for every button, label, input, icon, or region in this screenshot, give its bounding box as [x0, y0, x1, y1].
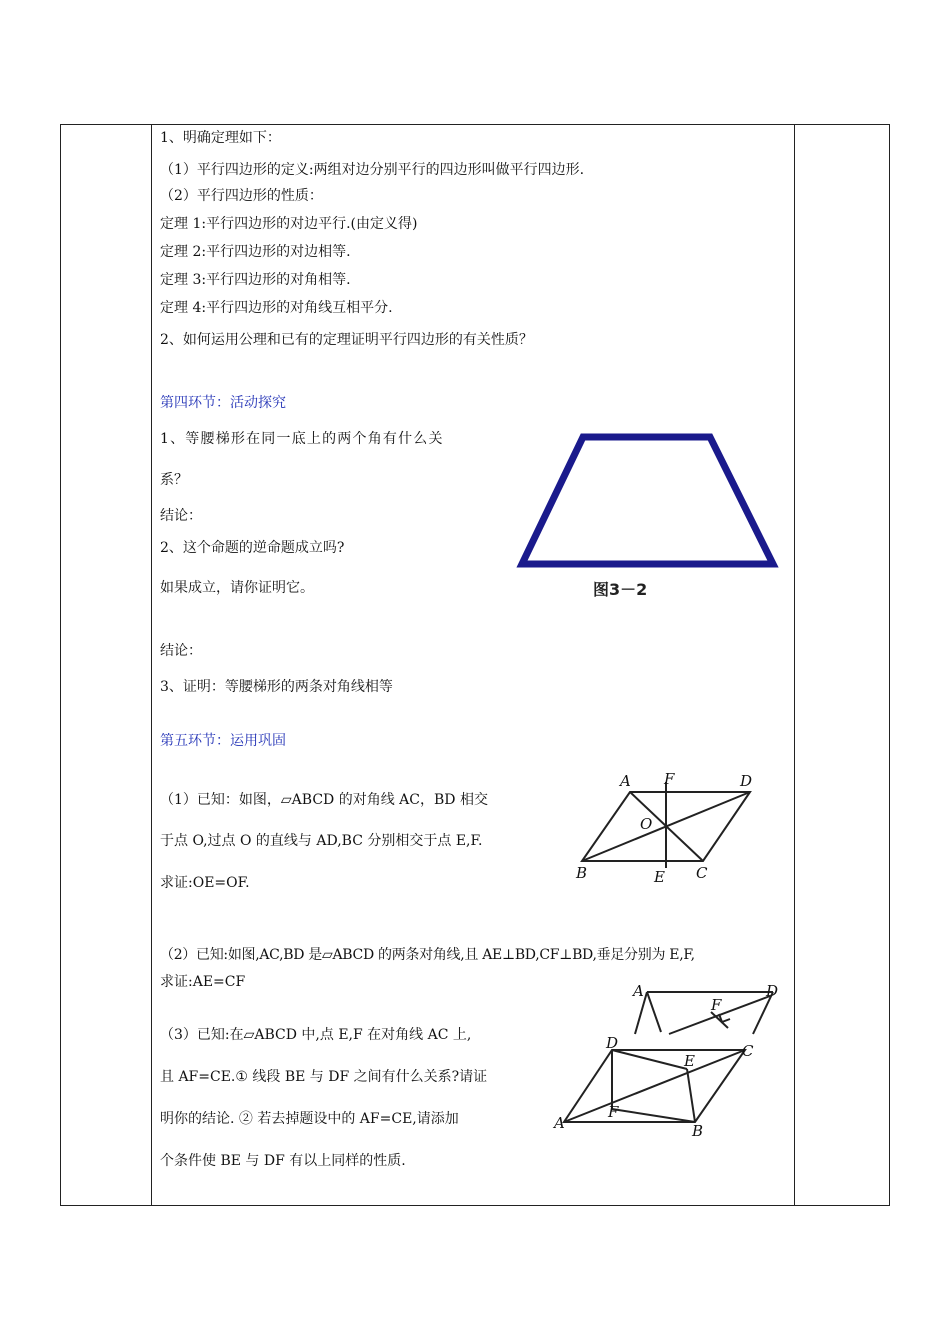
text-line: 结论： [160, 643, 202, 659]
column-divider-right [794, 124, 795, 1206]
label-E: E [684, 1052, 695, 1070]
label-F: F [608, 1103, 619, 1121]
text-line: 于点 O,过点 O 的直线与 AD,BC 分别相交于点 E,F. [160, 833, 483, 849]
text-line: 系？ [160, 472, 188, 488]
text-line: 定理 2:平行四边形的对边相等. [160, 244, 351, 260]
text-line: 定理 4:平行四边形的对角线互相平分. [160, 300, 393, 316]
text-line: 2、如何运用公理和已有的定理证明平行四边形的有关性质？ [160, 332, 533, 348]
parallelogram-figure-1 [570, 768, 770, 888]
label-C: C [696, 864, 708, 882]
column-divider-left [151, 124, 152, 1206]
parallelogram-figure-3 [550, 1034, 770, 1144]
text-line: 且 AF=CE.① 线段 BE 与 DF 之间有什么关系?请证 [160, 1069, 488, 1085]
figure-caption: 图3－2 [593, 580, 648, 599]
text-line: （1）已知：如图，▱ABCD 的对角线 AC，BD 相交 [160, 792, 488, 808]
text-line: （2）平行四边形的性质： [160, 188, 323, 204]
label-B: B [692, 1122, 704, 1140]
label-D: D [606, 1034, 619, 1052]
parallelogram-figure-2 [625, 978, 795, 1038]
text-line: 定理 1:平行四边形的对边平行.(由定义得) [160, 216, 418, 232]
label-E: E [654, 868, 665, 886]
text-line: 1、明确定理如下： [160, 130, 281, 146]
section-heading: 第四环节：活动探究 [160, 395, 286, 411]
text-line: 1、等腰梯形在同一底上的两个角有什么关 [160, 431, 444, 447]
isosceles-trapezoid [522, 437, 773, 564]
text-line: 求证:OE=OF. [160, 875, 250, 891]
text-line: 明你的结论. ② 若去掉题设中的 AF=CE,请添加 [160, 1111, 459, 1127]
text-line: 求证:AE=CF [160, 974, 246, 990]
label-C: C [742, 1042, 754, 1060]
text-line: 结论： [160, 508, 202, 524]
text-line: 定理 3:平行四边形的对角相等. [160, 272, 351, 288]
label-F: F [711, 996, 722, 1014]
label-F: F [664, 770, 675, 788]
text-line: 个条件使 BE 与 DF 有以上同样的性质. [160, 1153, 406, 1169]
label-A: A [620, 772, 631, 790]
text-line: 如果成立，请你证明它。 [160, 580, 314, 596]
label-O: O [640, 815, 653, 833]
text-line: 2、这个命题的逆命题成立吗? [160, 540, 345, 556]
text-line: （2）已知:如图,AC,BD 是▱ABCD 的两条对角线,且 AE⊥BD,CF⊥BD,垂足分别为 E,F, [160, 947, 695, 963]
label-B: B [576, 864, 588, 882]
label-D: D [766, 982, 779, 1000]
text-line: 3、证明：等腰梯形的两条对角线相等 [160, 679, 393, 695]
trapezoid-figure [510, 425, 790, 605]
label-D: D [740, 772, 753, 790]
label-A: A [633, 982, 644, 1000]
text-line: （1）平行四边形的定义:两组对边分别平行的四边形叫做平行四边形. [160, 162, 585, 178]
label-A: A [554, 1114, 565, 1132]
text-line: （3）已知:在▱ABCD 中,点 E,F 在对角线 AC 上, [160, 1027, 472, 1043]
section-heading: 第五环节：运用巩固 [160, 733, 286, 749]
